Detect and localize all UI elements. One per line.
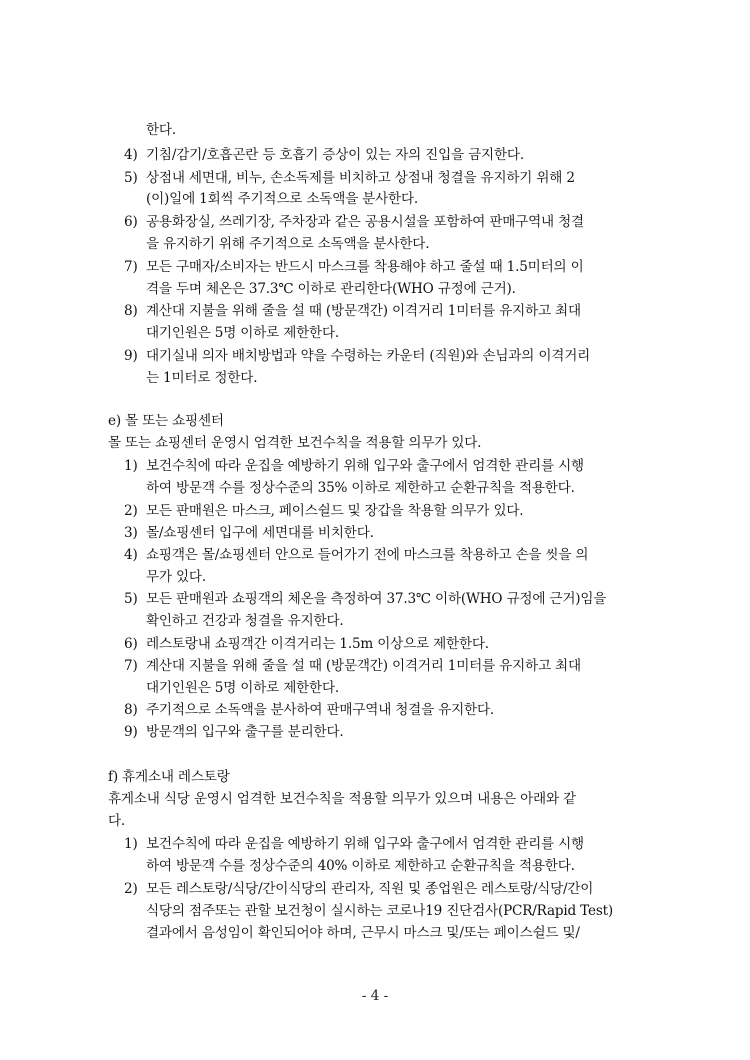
list-item-text: 공용화장실, 쓰레기장, 주차장과 같은 공용시설을 포함하여 판매구역내 청결 (146, 214, 584, 230)
list-item-number: 7) (124, 259, 138, 275)
list-item-number: 4) (124, 547, 138, 563)
list-item-text: 모든 판매원과 쇼핑객의 체온을 측정하여 37.3℃ 이하(WHO 규정에 근거)임을 (146, 591, 607, 607)
paragraph-line: 한다. (146, 122, 176, 138)
list-item-number: 6) (124, 214, 138, 230)
list-item-number: 1) (124, 836, 138, 852)
list-item-text: 주기적으로 소독액을 분사하여 판매구역내 청결을 유지한다. (146, 702, 495, 718)
list-item-text: 몰/쇼핑센터 입구에 세면대를 비치한다. (146, 525, 374, 541)
list-item-number: 4) (124, 147, 138, 163)
section-intro: 휴게소내 식당 운영시 엄격한 보건수칙을 적용할 의무가 있으며 내용은 아래와 같 (108, 791, 576, 807)
list-item-number: 8) (124, 303, 138, 319)
list-item-number: 9) (124, 724, 138, 740)
list-item-text: 대기인원은 5명 이하로 제한한다. (146, 325, 340, 341)
list-item-text: 대기실내 의자 배치방법과 약을 수령하는 카운터 (직원)와 손님과의 이격거리 (146, 348, 591, 364)
section-heading: f) 휴게소내 레스토랑 (108, 769, 230, 785)
list-item-text: 는 1미터로 정한다. (146, 370, 258, 386)
section-intro: 몰 또는 쇼핑센터 운영시 엄격한 보건수칙을 적용할 의무가 있다. (108, 435, 482, 451)
list-item-text: 계산대 지불을 위해 줄을 설 때 (방문객간) 이격거리 1미터를 유지하고 최대 (146, 658, 581, 674)
list-item-text: 보건수칙에 따라 운집을 예방하기 위해 입구와 출구에서 엄격한 관리를 시행 (146, 458, 584, 474)
list-item-text: 식당의 점주또는 관할 보건청이 실시하는 코로나19 진단검사(PCR/Rapid Test) (146, 903, 613, 919)
list-item-text: 하여 방문객 수를 정상수준의 40% 이하로 제한하고 순환규칙을 적용한다. (146, 858, 575, 874)
list-item-number: 3) (124, 525, 138, 541)
list-item-text: 상점내 세면대, 비누, 손소독제를 비치하고 상점내 청결을 유지하기 위해 2 (146, 170, 575, 186)
list-item-number: 8) (124, 702, 138, 718)
list-item-number: 7) (124, 658, 138, 674)
list-item-number: 5) (124, 591, 138, 607)
list-item-text: 계산대 지불을 위해 줄을 설 때 (방문객간) 이격거리 1미터를 유지하고 최대 (146, 303, 581, 319)
list-item-text: 모든 구매자/소비자는 반드시 마스크를 착용해야 하고 줄설 때 1.5미터의 이 (146, 259, 584, 275)
page-number: - 4 - (361, 988, 389, 1004)
list-item-number: 1) (124, 458, 138, 474)
list-item-text: 대기인원은 5명 이하로 제한한다. (146, 680, 340, 696)
list-item-number: 2) (124, 503, 138, 519)
list-item-text: 하여 방문객 수를 정상수준의 35% 이하로 제한하고 순환규칙을 적용한다. (146, 480, 575, 496)
list-item-text: 격을 두며 체온은 37.3℃ 이하로 관리한다(WHO 규정에 근거). (146, 281, 516, 297)
list-item-number: 6) (124, 636, 138, 652)
list-item-text: 확인하고 건강과 청결을 유지한다. (146, 613, 344, 629)
list-item-number: 9) (124, 348, 138, 364)
list-item-text: 기침/감기/호흡곤란 등 호흡기 증상이 있는 자의 진입을 금지한다. (146, 147, 524, 163)
list-item-number: 2) (124, 881, 138, 897)
section-intro: 다. (108, 813, 126, 829)
list-item-number: 5) (124, 170, 138, 186)
list-item-text: 모든 판매원은 마스크, 페이스쉴드 및 장갑을 착용할 의무가 있다. (146, 503, 524, 519)
list-item-text: 을 유지하기 위해 주기적으로 소독액을 분사한다. (146, 236, 430, 252)
list-item-text: (이)일에 1회씩 주기적으로 소독액을 분사한다. (146, 191, 419, 207)
list-item-text: 방문객의 입구와 출구를 분리한다. (146, 724, 344, 740)
list-item-text: 무가 있다. (146, 569, 206, 585)
list-item-text: 쇼핑객은 몰/쇼핑센터 안으로 들어가기 전에 마스크를 착용하고 손을 씻을 의 (146, 547, 589, 563)
section-heading: e) 몰 또는 쇼핑센터 (108, 413, 224, 429)
list-item-text: 레스토랑내 쇼핑객간 이격거리는 1.5m 이상으로 제한한다. (146, 636, 489, 652)
list-item-text: 결과에서 음성임이 확인되어야 하며, 근무시 마스크 및/또는 페이스쉴드 및/ (146, 925, 580, 941)
list-item-text: 모든 레스토랑/식당/간이식당의 관리자, 직원 및 종업원은 레스토랑/식당/간이 (146, 881, 594, 897)
list-item-text: 보건수칙에 따라 운집을 예방하기 위해 입구와 출구에서 엄격한 관리를 시행 (146, 836, 584, 852)
